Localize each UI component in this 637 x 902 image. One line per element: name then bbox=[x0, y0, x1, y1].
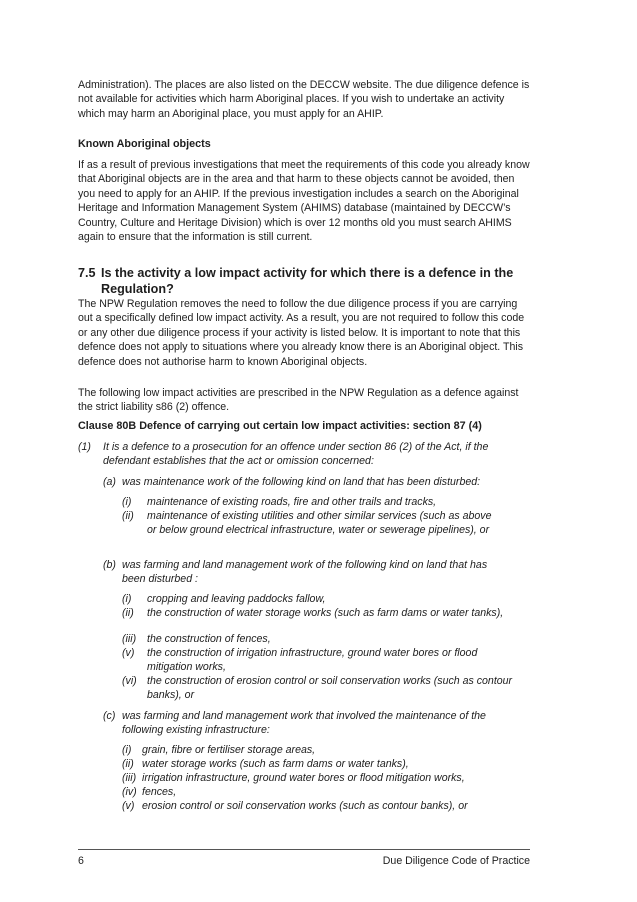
section-paragraph-1: The NPW Regulation removes the need to follow the due diligence process if you are carrying out a specifically defined low impact activity. As a result, you are not required to follow this code or any other due diligence process if your activity is listed below. It is important to note that this defence does not apply to situations where you already know there is an Aboriginal object. This defence does not authorise harm to known Aboriginal objects. bbox=[78, 298, 525, 368]
section-paragraph-2: The following low impact activities are prescribed in the NPW Regulation as a defence against the strict liability s86 (2) offence. bbox=[78, 387, 519, 414]
clause-b-item-ii bbox=[122, 606, 517, 620]
clause-b-item-i bbox=[122, 592, 517, 606]
clause-c-item-i bbox=[122, 743, 522, 757]
clause-item-b bbox=[103, 558, 513, 587]
list-marker: (v) bbox=[122, 647, 135, 659]
intro-paragraph: Administration). The places are also listed on the DECCW website. The due diligence defence is not available for activities which harm Aboriginal places. If you wish to undertake an activity which may harm an Aboriginal place, you must apply for an AHIP. bbox=[78, 79, 530, 120]
list-marker: (iii) bbox=[122, 633, 137, 645]
list-text: grain, fibre or fertiliser storage areas, bbox=[142, 744, 316, 756]
list-marker: (1) bbox=[78, 441, 91, 453]
known-objects-body: If as a result of previous investigations that meet the requirements of this code you already know that Aboriginal objects are in the area and that harm to these objects cannot be avoided, then you need to apply for an AHIP. If the previous investigation includes a search on the Aboriginal Heritage and Information Management System (AHIMS) database (maintained by DECCW’s Country, Culture and Heritage Division) which is over 12 months old you must search AHIMS again to ensure that the information is still current. bbox=[78, 159, 530, 244]
list-text: the construction of water storage works (such as farm dams or water tanks), bbox=[147, 607, 504, 619]
section-7-5-heading bbox=[78, 265, 538, 297]
list-text: fences, bbox=[142, 786, 177, 798]
clause-c-item-ii bbox=[122, 757, 522, 771]
list-text: cropping and leaving paddocks fallow, bbox=[147, 593, 326, 605]
clause-a-item-ii bbox=[122, 509, 502, 538]
list-marker: (iii) bbox=[122, 772, 137, 784]
list-marker: (i) bbox=[122, 593, 132, 605]
list-text: irrigation infrastructure, ground water bores or flood mitigation works, bbox=[142, 772, 465, 784]
list-marker: (v) bbox=[122, 800, 135, 812]
list-text: was farming and land management work that involved the maintenance of the following existing infrastructure: bbox=[122, 710, 486, 737]
section-number: 7.5 bbox=[78, 266, 96, 280]
list-text: the construction of fences, bbox=[147, 633, 271, 645]
clause-item-c bbox=[103, 709, 530, 738]
clause-b-item-vi bbox=[122, 674, 517, 703]
clause-c-item-iii bbox=[122, 771, 522, 785]
page-number: 6 bbox=[78, 855, 84, 867]
clause-b-item-v bbox=[122, 646, 517, 675]
list-text: maintenance of existing roads, fire and other trails and tracks, bbox=[147, 496, 437, 508]
list-marker: (iv) bbox=[122, 786, 137, 798]
list-text: It is a defence to a prosecution for an offence under section 86 (2) of the Act, if the defendant establishes that the act or omission concerned: bbox=[103, 441, 489, 468]
list-marker: (c) bbox=[103, 710, 116, 722]
known-objects-heading: Known Aboriginal objects bbox=[78, 138, 211, 150]
footer-document-title: Due Diligence Code of Practice bbox=[382, 855, 530, 867]
list-text: was farming and land management work of the following kind on land that has been disturbed : bbox=[122, 559, 488, 586]
list-marker: (ii) bbox=[122, 510, 134, 522]
section-title: Is the activity a low impact activity for which there is a defence in the Regulation? bbox=[101, 266, 514, 296]
list-text: the construction of irrigation infrastructure, ground water bores or flood mitigation works, bbox=[147, 647, 478, 674]
clause-item-a bbox=[103, 475, 530, 489]
list-marker: (b) bbox=[103, 559, 116, 571]
list-marker: (i) bbox=[122, 744, 132, 756]
clause-c-item-v bbox=[122, 799, 522, 813]
footer-divider bbox=[78, 849, 530, 850]
clause-heading: Clause 80B Defence of carrying out certain low impact activities: section 87 (4) bbox=[78, 420, 482, 432]
list-marker: (ii) bbox=[122, 758, 134, 770]
clause-b-item-iii bbox=[122, 632, 517, 646]
clause-c-item-iv bbox=[122, 785, 522, 799]
list-marker: (a) bbox=[103, 476, 116, 488]
list-marker: (i) bbox=[122, 496, 132, 508]
clause-a-item-i bbox=[122, 495, 502, 509]
clause-item-1 bbox=[78, 440, 530, 469]
list-text: was maintenance work of the following kind on land that has been disturbed: bbox=[122, 476, 481, 488]
list-text: maintenance of existing utilities and other similar services (such as above or below ground electrical infrastructure, water or sewerage pipelines), or bbox=[147, 510, 492, 537]
list-text: the construction of erosion control or soil conservation works (such as contour banks), or bbox=[147, 675, 513, 702]
list-text: water storage works (such as farm dams or water tanks), bbox=[142, 758, 409, 770]
list-marker: (vi) bbox=[122, 675, 137, 687]
list-marker: (ii) bbox=[122, 607, 134, 619]
list-text: erosion control or soil conservation works (such as contour banks), or bbox=[142, 800, 468, 812]
